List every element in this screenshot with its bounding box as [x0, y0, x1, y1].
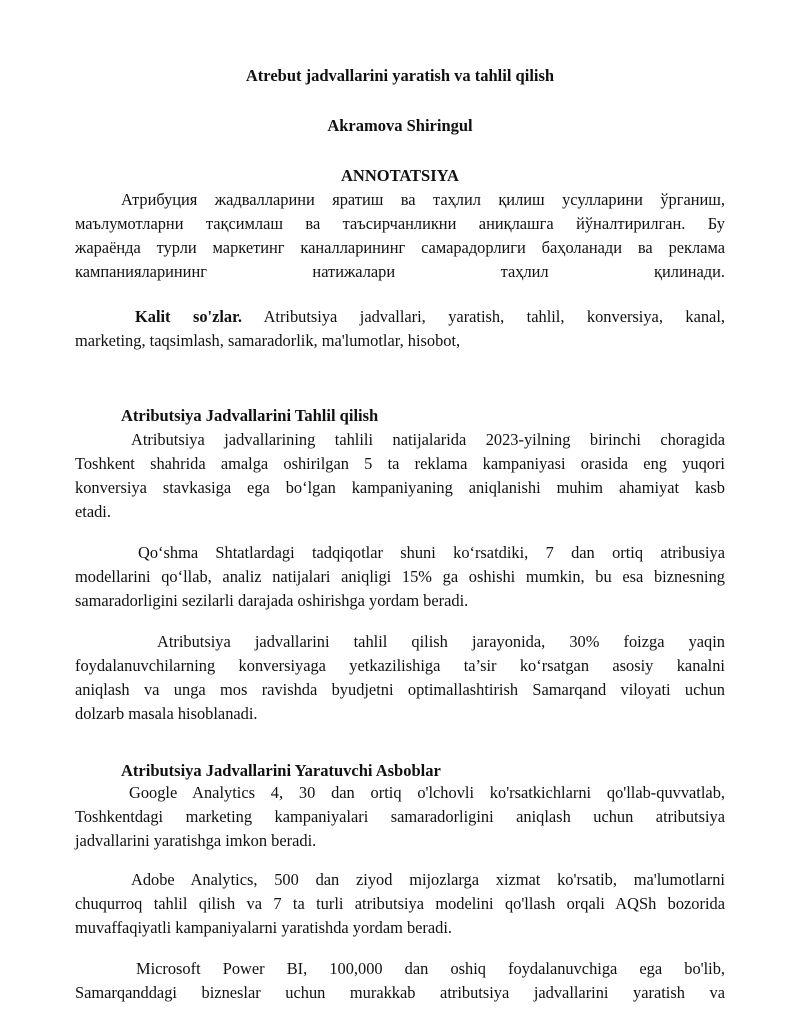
- author-name: Akramova Shiringul: [327, 116, 473, 135]
- keywords-list: Atributsiya jadvallari, yaratish, tahlil, konversiya, kanal,: [263, 307, 725, 326]
- paragraph-line: konversiya stavkasiga ega bo‘lgan kampaniyaning aniqlanishi muhim ahamiyat kasb: [75, 478, 725, 497]
- section-heading: Atributsiya Jadvallarini Tahlil qilish: [121, 406, 379, 425]
- paragraph-line: dolzarb masala hisoblanadi.: [75, 704, 258, 723]
- paragraph-line: chuqurroq tahlil qilish va 7 ta turli atributsiya modelini qo'llash orqali AQSh bozorida: [75, 894, 725, 913]
- paragraph-line: Atributsiya jadvallarining tahlili natijalarida 2023-yilning birinchi choragida: [131, 430, 725, 449]
- paragraph-line: aniqlash va unga mos ravishda byudjetni optimallashtirish Samarqand viloyati uchun: [75, 680, 725, 699]
- paragraph-line: Toshkent shahrida amalga oshirilgan 5 ta reklama kampaniyasi orasida eng yuqori: [75, 454, 725, 473]
- section-heading: Atributsiya Jadvallarini Yaratuvchi Asboblar: [121, 761, 441, 780]
- paragraph-line: жараёнда турли маркетинг каналларининг самарадорлиги баҳоланади ва реклама: [75, 238, 725, 257]
- paragraph-line: foydalanuvchilarning konversiyaga yetkazilishiga ta’sir ko‘rsatgan asosiy kanalni: [75, 656, 725, 675]
- paragraph-line: маълумотларни тақсимлаш ва таъсирчанликни аниқлашга йўналтирилган. Бу: [75, 214, 725, 233]
- keywords-line: marketing, taqsimlash, samaradorlik, ma'lumotlar, hisobot,: [75, 331, 461, 350]
- body-paragraph: [75, 541, 725, 613]
- paragraph-line: Samarqanddagi bizneslar uchun murakkab atributsiya jadvallarini yaratish va: [75, 983, 725, 1002]
- paragraph-line: Microsoft Power BI, 100,000 dan oshiq foydalanuvchiga ega bo'lib,: [136, 959, 725, 978]
- body-paragraph: [75, 957, 725, 1005]
- paragraph-line: jadvallarini yaratishga imkon beradi.: [75, 831, 317, 850]
- paragraph-line: Atributsiya jadvallarini tahlil qilish jarayonida, 30% foizga yaqin: [157, 632, 725, 651]
- paragraph-line: кампанияларининг натижалари таҳлил қилинади.: [75, 262, 725, 281]
- body-paragraph: [75, 781, 725, 853]
- document-title: Atrebut jadvallarini yaratish va tahlil qilish: [245, 66, 555, 85]
- paragraph-line: modellarini qo‘llab, analiz natijalari aniqligi 15% ga oshishi mumkin, bu esa biznesning: [75, 567, 725, 586]
- keywords-paragraph: [75, 305, 725, 353]
- paragraph-line: etadi.: [75, 502, 111, 521]
- paragraph-line: Qo‘shma Shtatlardagi tadqiqotlar shuni ko‘rsatdiki, 7 dan ortiq atribusiya: [138, 543, 725, 562]
- annotation-paragraph: [75, 188, 725, 284]
- annotation-heading: ANNOTATSIYA: [341, 166, 459, 185]
- keywords-label: Kalit so'zlar.: [135, 307, 242, 326]
- paragraph-line: Атрибуция жадвалларини яратиш ва таҳлил қилиш усулларини ўрганиш,: [121, 190, 725, 209]
- paragraph-line: Google Analytics 4, 30 dan ortiq o'lchovli ko'rsatkichlarni qo'llab-quvvatlab,: [129, 783, 725, 802]
- body-paragraph: [75, 868, 725, 940]
- paragraph-line: Toshkentdagi marketing kampaniyalari samaradorligini aniqlash uchun atributsiya: [75, 807, 725, 826]
- paragraph-line: Adobe Analytics, 500 dan ziyod mijozlarga xizmat ko'rsatib, ma'lumotlarni: [131, 870, 725, 889]
- body-paragraph: [75, 630, 725, 726]
- paragraph-line: muvaffaqiyatli kampaniyalarni yaratishda yordam beradi.: [75, 918, 453, 937]
- paragraph-line: samaradorligini sezilarli darajada oshirishga yordam beradi.: [75, 591, 469, 610]
- keywords-line: [75, 305, 725, 329]
- body-paragraph: [75, 428, 725, 524]
